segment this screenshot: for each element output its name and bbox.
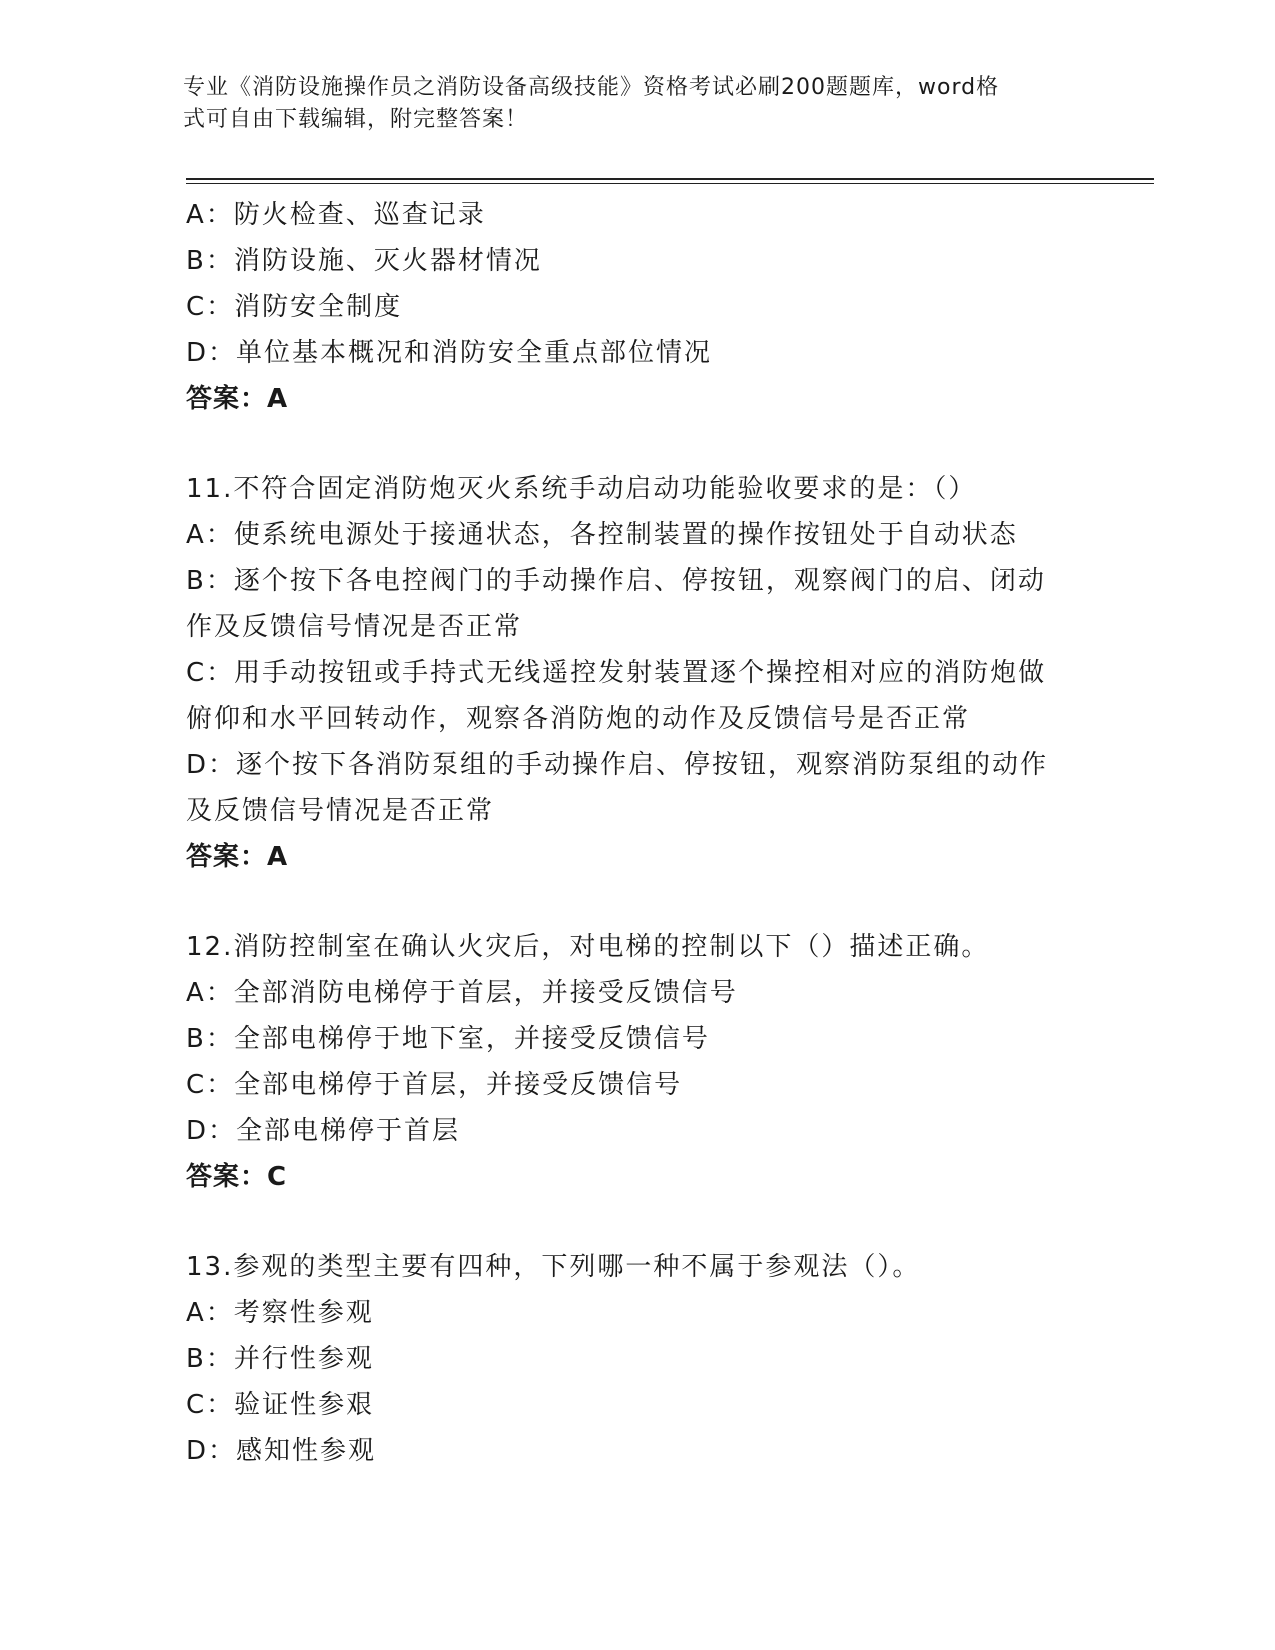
question-11-block (186, 466, 1086, 880)
question-text: 12.消防控制室在确认火灾后，对电梯的控制以下（）描述正确。 (186, 932, 990, 962)
document-body (186, 192, 1086, 1474)
option-d-continued: 及反馈信号情况是否正常 (186, 796, 495, 826)
option-a: A：防火检查、巡查记录 (186, 200, 486, 230)
option-b: B：逐个按下各电控阀门的手动操作启、停按钮，观察阀门的启、闭动 (186, 566, 1046, 596)
option-b: B：全部电梯停于地下室，并接受反馈信号 (186, 1024, 710, 1054)
option-a: A：使系统电源处于接通状态，各控制装置的操作按钮处于自动状态 (186, 520, 1018, 550)
answer-line: 答案：C (186, 1162, 288, 1192)
option-c: C：用手动按钮或手持式无线遥控发射装置逐个操控相对应的消防炮做 (186, 658, 1047, 688)
option-c: C：验证性参艰 (186, 1390, 375, 1420)
spacer (186, 880, 1086, 924)
spacer (186, 1200, 1086, 1244)
option-a: A：全部消防电梯停于首层，并接受反馈信号 (186, 978, 738, 1008)
document-header (183, 72, 1083, 136)
option-d: D：逐个按下各消防泵组的手动操作启、停按钮，观察消防泵组的动作 (186, 750, 1049, 780)
answer-line: 答案：A (186, 384, 289, 414)
option-c-continued: 俯仰和水平回转动作，观察各消防炮的动作及反馈信号是否正常 (186, 704, 971, 734)
question-12-block (186, 924, 1086, 1200)
question-text: 13.参观的类型主要有四种，下列哪一种不属于参观法（）。 (186, 1252, 921, 1282)
header-line-2: 式可自由下载编辑，附完整答案！ (183, 107, 529, 132)
answer-line: 答案：A (186, 842, 289, 872)
option-d: D：感知性参观 (186, 1436, 377, 1466)
option-d: D：单位基本概况和消防安全重点部位情况 (186, 338, 713, 368)
option-b-continued: 作及反馈信号情况是否正常 (186, 612, 523, 642)
option-a: A：考察性参观 (186, 1298, 374, 1328)
option-c: C：消防安全制度 (186, 292, 403, 322)
spacer (186, 422, 1086, 466)
header-line-1: 专业《消防设施操作员之消防设备高级技能》资格考试必刷200题题库，word格 (183, 75, 1000, 100)
option-c: C：全部电梯停于首层，并接受反馈信号 (186, 1070, 683, 1100)
option-b: B：并行性参观 (186, 1344, 374, 1374)
header-rule-thick (186, 178, 1154, 180)
header-rule-thin (186, 183, 1154, 184)
option-d: D：全部电梯停于首层 (186, 1116, 461, 1146)
question-10-block (186, 192, 1086, 422)
option-b: B：消防设施、灭火器材情况 (186, 246, 542, 276)
question-text: 11.不符合固定消防炮灭火系统手动启动功能验收要求的是：（） (186, 474, 977, 504)
question-13-block (186, 1244, 1086, 1474)
